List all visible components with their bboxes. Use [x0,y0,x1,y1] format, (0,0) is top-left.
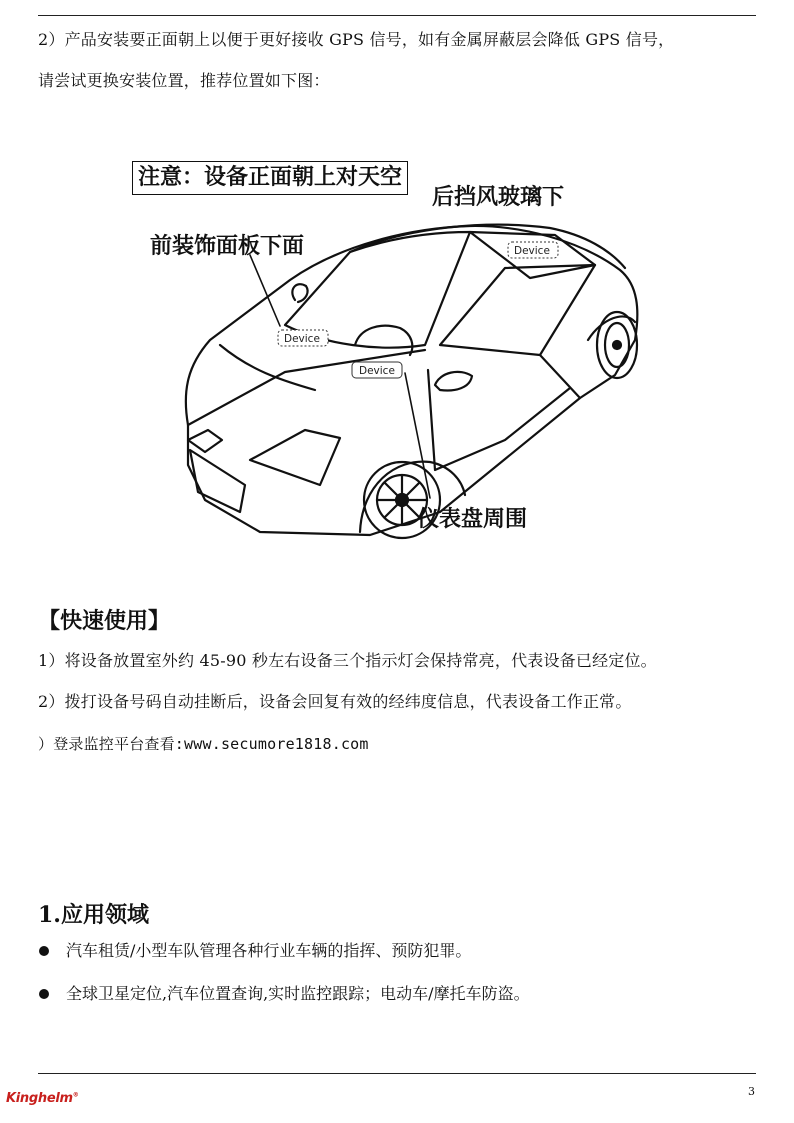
kinghelm-logo: Kinghelm® [6,1091,79,1106]
header-rule [38,15,756,16]
svg-text:Device: Device [514,245,550,257]
device-tag-rear [508,242,558,258]
application-bullet-1: 汽车租赁/小型车队管理各种行业车辆的指挥、预防犯罪。 [66,941,472,960]
quick-use-heading: 【快速使用】 [38,609,171,634]
intro-line-1: 2）产品安装要正面朝上以便于更好接收 GPS 信号，如有金属屏蔽层会降低 GPS 信号， [38,30,675,49]
car-installation-figure [110,140,670,540]
applications-heading: 1.应用领域 [38,902,149,928]
quick-use-item-2: 2）拨打设备号码自动挂断后，设备会回复有效的经纬度信息，代表设备工作正常。 [38,692,632,711]
svg-text:Device: Device [284,333,320,345]
device-tag-front [278,330,328,346]
footer-rule [38,1073,756,1074]
application-bullet-2: 全球卫星定位,汽车位置查询,实时监控跟踪；电动车/摩托车防盗。 [66,984,530,1003]
bullet-dot-1 [39,946,49,956]
intro-line-2: 请尝试更换安装位置，推荐位置如下图： [38,71,330,90]
car-illustration [110,140,670,540]
dashboard-label: 仪表盘周围 [417,507,528,532]
rear-window-label: 后挡风玻璃下 [432,185,565,210]
device-tag-dash [352,362,402,378]
bullet-dot-2 [39,989,49,999]
front-panel-label: 前装饰面板下面 [150,234,305,259]
page-number: 3 [748,1085,755,1098]
quick-use-item-1: 1）将设备放置室外约 45-90 秒左右设备三个指示灯会保持常亮，代表设备已经定位。 [38,651,657,670]
note-upward-label: 注意：设备正面朝上对天空 [132,161,408,195]
quick-use-item-3: ）登录监控平台查看:www.secumore1818.com [38,735,369,753]
svg-text:Device: Device [359,365,395,377]
